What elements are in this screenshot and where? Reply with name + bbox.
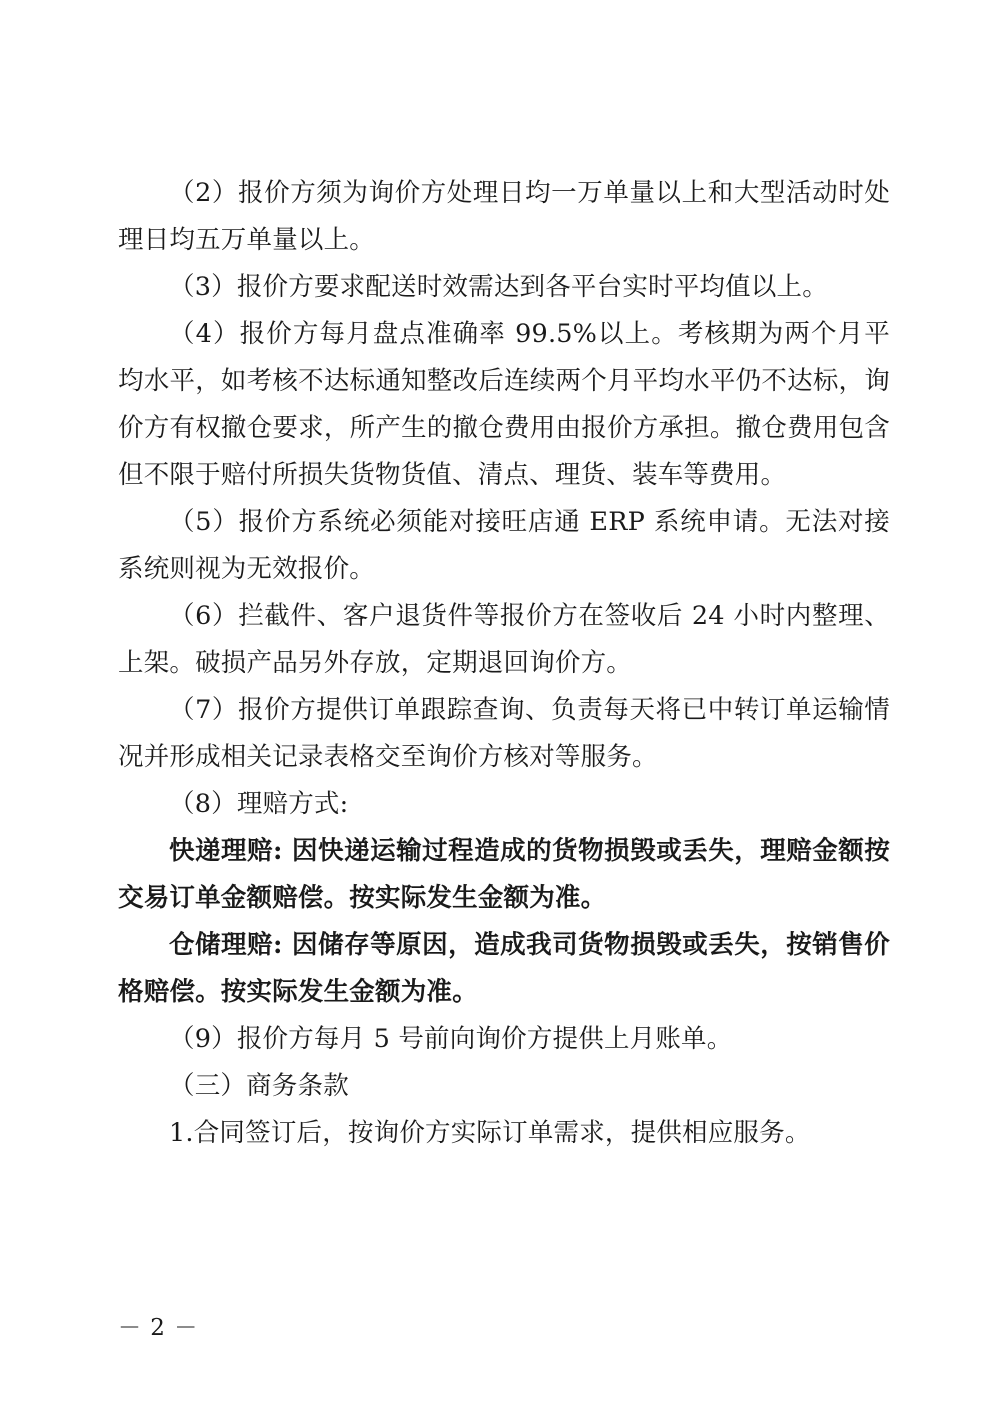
paragraph-clause-1: 1.合同签订后，按询价方实际订单需求，提供相应服务。 [169,1118,811,1148]
paragraph-item-6: （6）拦截件、客户退货件等报价方在签收后 24 小时内整理、上架。破损产品另外存放，定期退回询价方。 [118,601,890,678]
paragraph-claim-express: 快递理赔: 因快递运输过程造成的货物损毁或丢失，理赔金额按交易订单金额赔偿。按实际发生金额为准。 [118,836,890,913]
paragraph-item-5: （5）报价方系统必须能对接旺店通 ERP 系统申请。无法对接系统则视为无效报价。 [118,507,890,584]
document-body [118,170,890,1157]
page-number: － 2 － [118,1315,199,1341]
paragraph-item-8: （8）理赔方式: [169,789,349,819]
paragraph-item-2: （2）报价方须为询价方处理日均一万单量以上和大型活动时处理日均五万单量以上。 [118,178,890,255]
paragraph-item-4: （4）报价方每月盘点准确率 99.5%以上。考核期为两个月平均水平，如考核不达标通知整改后连续两个月平均水平仍不达标，询价方有权撤仓要求，所产生的撤仓费用由报价方承担。撤仓费用包含但不限于赔付所损失货物货值、清点、理货、装车等费用。 [118,319,890,490]
paragraph-section-three: （三）商务条款 [169,1071,349,1101]
paragraph-item-7: （7）报价方提供订单跟踪查询、负责每天将已中转订单运输情况并形成相关记录表格交至询价方核对等服务。 [118,695,890,772]
paragraph-claim-warehouse: 仓储理赔: 因储存等原因，造成我司货物损毁或丢失，按销售价格赔偿。按实际发生金额为准。 [118,930,890,1007]
paragraph-item-9: （9）报价方每月 5 号前向询价方提供上月账单。 [169,1024,733,1054]
paragraph-item-3: （3）报价方要求配送时效需达到各平台实时平均值以上。 [169,272,828,302]
